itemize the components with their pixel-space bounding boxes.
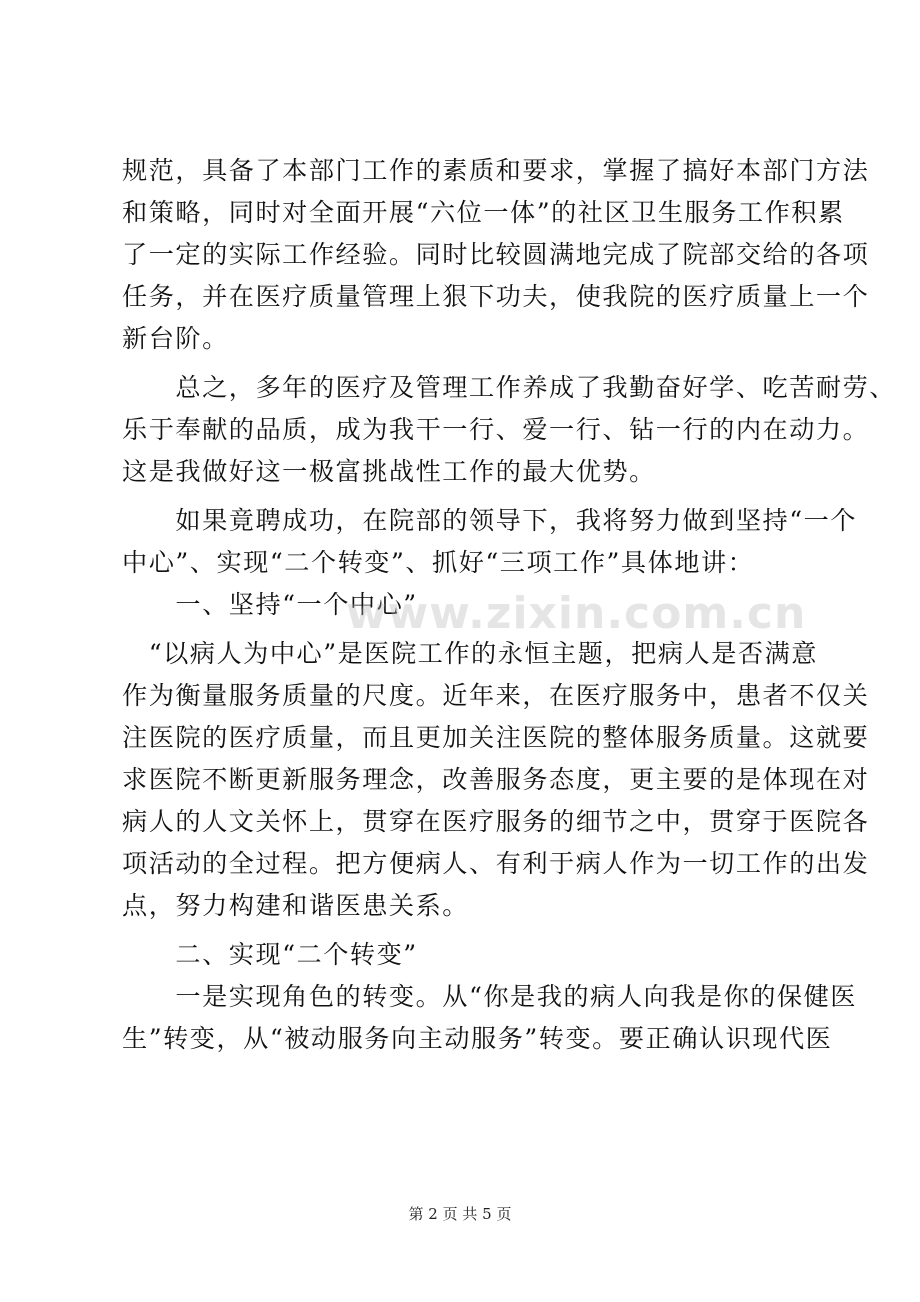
text-line: 生”转变，从“被动服务向主动服务”转变。要正确认识现代医: [122, 1024, 833, 1053]
text-line: “以病人为中心”是医院工作的永恒主题，把病人是否满意: [122, 639, 818, 668]
text-line: 新台阶。: [122, 324, 229, 353]
document-body: [122, 150, 896, 1060]
text-line: 作为衡量服务质量的尺度。近年来，在医疗服务中，患者不仅关: [122, 681, 870, 710]
paragraph-gap: [122, 360, 812, 367]
text-line: 如果竟聘成功，在院部的领导下，我将努力做到坚持“一个: [122, 506, 857, 535]
text-line: 了一定的实际工作经验。同时比较圆满地完成了院部交给的各项: [122, 240, 870, 269]
text-line: 规范，具备了本部门工作的素质和要求，掌握了搞好本部门方法: [122, 156, 870, 185]
text-line: 一是实现角色的转变。从“你是我的病人向我是你的保健医: [122, 982, 857, 1011]
text-line: 中心”、实现“二个转变”、抓好“三项工作”具体地讲：: [122, 548, 755, 577]
text-line: 求医院不断更新服务理念，改善服务态度，更主要的是体现在对: [122, 765, 870, 794]
section-heading: 一、坚持“一个中心”: [122, 590, 418, 619]
text-line: 病人的人文关怀上，贯穿在医疗服务的细节之中，贯穿于医院各: [122, 807, 870, 836]
text-line: 注医院的医疗质量，而且更加关注医院的整体服务质量。这就要: [122, 723, 870, 752]
paragraph-gap: [122, 493, 812, 500]
page-footer: 第 2 页 共 5 页: [408, 1205, 512, 1223]
text-line: 点，努力构建和谐医患关系。: [122, 891, 469, 920]
paragraph-gap: [122, 626, 812, 633]
text-line: 总之，多年的医疗及管理工作养成了我勤奋好学、吃苦耐劳、: [122, 373, 896, 402]
text-line: 和策略，同时对全面开展“六位一体”的社区卫生服务工作积累: [122, 198, 845, 227]
paragraph-gap: [122, 927, 812, 934]
text-line: 项活动的全过程。把方便病人、有利于病人作为一切工作的出发: [122, 849, 870, 878]
text-line: 乐于奉献的品质，成为我干一行、爱一行、钻一行的内在动力。: [122, 415, 870, 444]
text-line: 任务，并在医疗质量管理上狠下功夫，使我院的医疗质量上一个: [122, 282, 870, 311]
text-line: 这是我做好这一极富挑战性工作的最大优势。: [122, 457, 656, 486]
section-heading: 二、实现“二个转变”: [122, 940, 418, 969]
site-watermark: www.zixin.com.cn: [346, 588, 807, 639]
